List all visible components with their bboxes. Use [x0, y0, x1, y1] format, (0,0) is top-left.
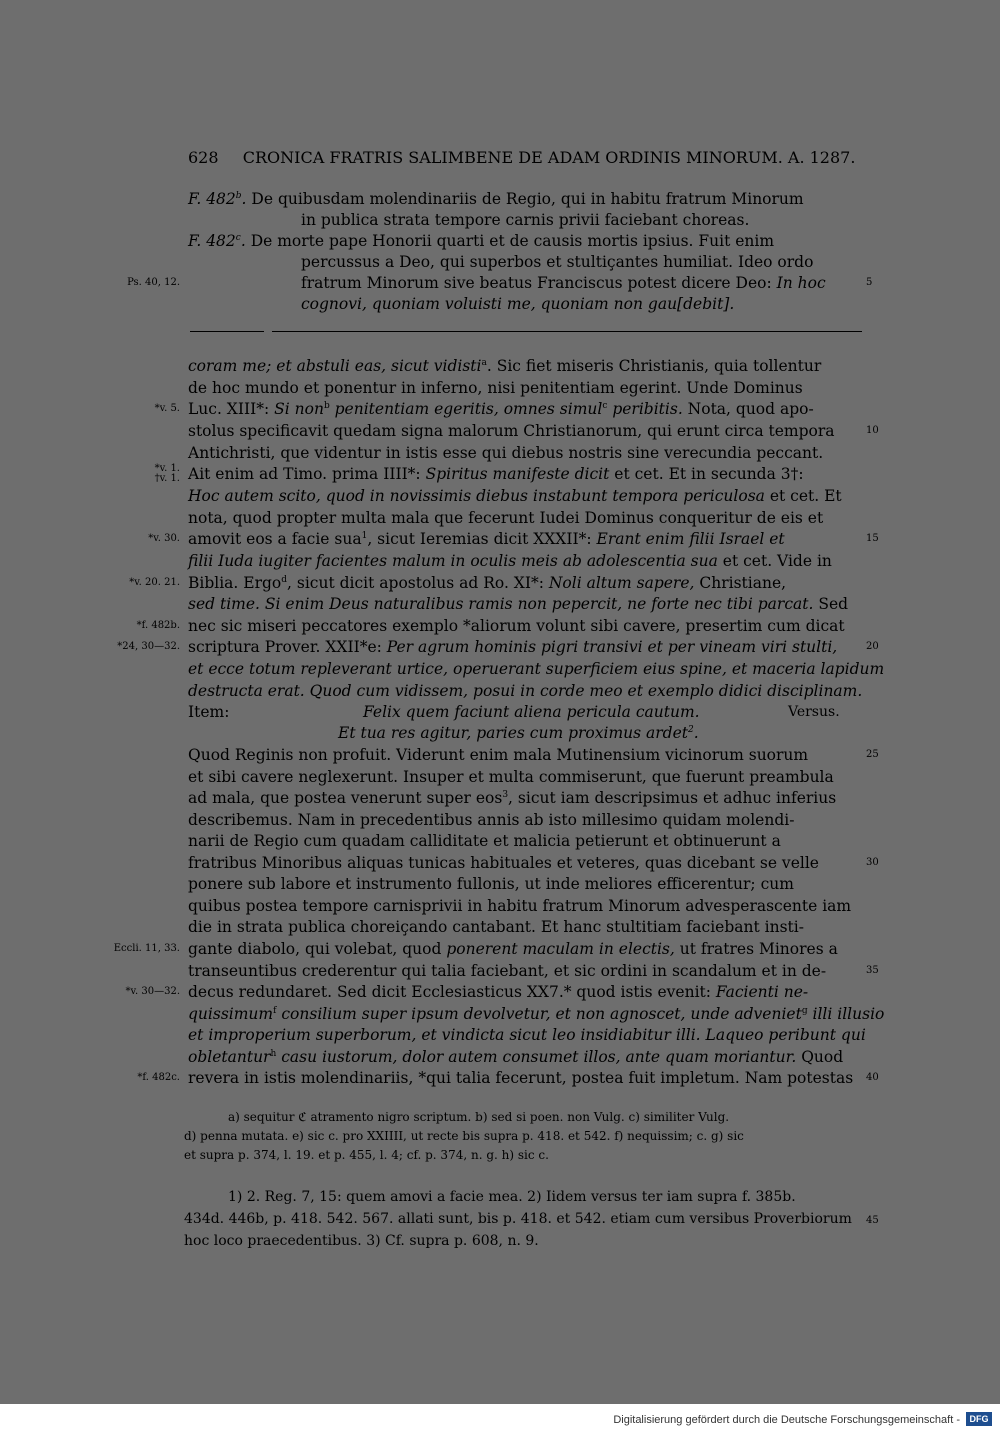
- text-line: Ait enim ad Timo. prima IIII*: Spiritus manifeste dicit et cet. Et in secunda 3†:: [188, 465, 804, 484]
- apparatus-line: a) sequitur ℭ atramento nigro scriptum. b) sed si poen. non Vulg. c) similiter Vulg.: [228, 1110, 730, 1124]
- margin-reference: Ps. 40, 12.: [127, 277, 180, 288]
- line-number: 40: [866, 1072, 879, 1084]
- text-line: nota, quod propter multa mala que fecerunt Iudei Dominus conqueritur de eis et: [188, 508, 824, 527]
- text-line: scriptura Prover. XXII*e: Per agrum hominis pigri transivi et per vineam viri stulti,: [188, 638, 838, 657]
- verse-label: Versus.: [788, 704, 840, 720]
- text-line: fratribus Minoribus aliquas tunicas habituales et veteres, quas dicebant se velle: [188, 853, 819, 872]
- text-line: revera in istis molendinariis, *qui talia fecerunt, postea fuit impletum. Nam potestas: [188, 1069, 854, 1088]
- summary-line: cognovi, quoniam voluisti me, quoniam non gau[debit].: [301, 295, 735, 313]
- summary-line: in publica strata tempore carnis privii faciebant choreas.: [301, 211, 750, 229]
- text-line: et improperium superborum, et vindicta sicut leo insidiabitur illi. Laqueo peribunt qui: [188, 1026, 866, 1045]
- running-title: CRONICA FRATRIS SALIMBENE DE ADAM ORDINIS MINORUM. A. 1287.: [242, 148, 856, 167]
- text-line: ponere sub labore et instrumento fullonis, ut inde meliores efficerentur; cum: [188, 875, 794, 894]
- margin-reference: *24, 30—32.: [117, 641, 180, 653]
- line-number: 15: [866, 533, 879, 545]
- apparatus-line: et supra p. 374, l. 19. et p. 455, l. 4; cf. p. 374, n. g. h) sic c.: [184, 1148, 549, 1162]
- text-line: describemus. Nam in precedentibus annis ab isto millesimo quidam molendi-: [188, 810, 795, 829]
- line-number: 20: [866, 641, 879, 653]
- rule: [272, 331, 862, 332]
- summary-line: percussus a Deo, qui superbos et stultiçantes humiliat. Ideo ordo: [301, 253, 814, 271]
- text-line: Luc. XIII*: Si non$^b$ penitentiam egeritis, omnes simul$^c$ peribitis. Nota, quod apo-: [188, 400, 814, 419]
- margin-reference: *v. 1. †v. 1.: [154, 463, 180, 485]
- margin-reference: *f. 482b.: [136, 619, 180, 631]
- text-line: amovit eos a facie sua$^1$, sicut Ieremias dicit XXXII*: Erant enim filii Israel et: [188, 530, 785, 549]
- text-line: die in strata publica choreiçando cantabant. Et hanc stultitiam faciebant insti-: [188, 918, 804, 937]
- text-line: destructa erat. Quod cum vidissem, posui in corde meo et exemplo didici disciplinam.: [188, 681, 863, 700]
- footnote-line: 434d. 446b, p. 418. 542. 567. allati sunt, bis p. 418. et 542. etiam cum versibus Proverbiorum: [184, 1211, 852, 1227]
- text-line: narii de Regio cum quadam calliditate et malicia petierunt et obtinuerunt a: [188, 832, 781, 851]
- footer-bar: [0, 1404, 1000, 1434]
- apparatus-line: d) penna mutata. e) sic c. pro XXIIII, ut recte bis supra p. 418. et 542. f) nequissim; c. g) sic: [184, 1129, 744, 1143]
- margin-reference: *v. 5.: [154, 403, 180, 415]
- text-line: gante diabolo, qui volebat, quod ponerent maculam in electis, ut fratres Minores a: [188, 939, 838, 958]
- text-line: filii Iuda iugiter facientes malum in oculis meis ab adolescentia sua et cet. Vide in: [188, 551, 832, 570]
- line-number: 5: [866, 277, 873, 288]
- running-header: [188, 148, 860, 169]
- text-line: coram me; et abstuli eas, sicut vidisti$^a$. Sic fiet miseris Christianis, quia tollentur: [188, 357, 822, 375]
- footnote-line: 1) 2. Reg. 7, 15: quem amovi a facie mea. 2) Iidem versus ter iam supra f. 385b.: [228, 1189, 796, 1205]
- text-line: nec sic miseri peccatores exemplo *aliorum volunt sibi cavere, presertim cum dicat: [188, 616, 845, 635]
- verse-line: Felix quem faciunt aliena pericula cautum.: [363, 703, 700, 721]
- footer-text: Digitalisierung gefördert durch die Deutsche Forschungsgemeinschaft -: [613, 1414, 960, 1426]
- margin-reference: Eccli. 11, 33.: [113, 942, 180, 954]
- folio-ref: F. 482$^c$.: [188, 232, 246, 250]
- margin-reference: *v. 20. 21.: [129, 576, 180, 588]
- line-number: 45: [866, 1215, 879, 1226]
- verse-line: Et tua res agitur, paries cum proximus ardet$^2$.: [338, 724, 699, 742]
- verse-item: Item:: [188, 703, 230, 721]
- text-line: Biblia. Ergo$^d$, sicut dicit apostolus ad Ro. XI*: Noli altum sapere, Christiane,: [188, 573, 787, 592]
- margin-reference: *v. 30—32.: [125, 986, 180, 998]
- margin-reference: *f. 482c.: [137, 1072, 180, 1084]
- text-line: transeuntibus crederentur qui talia faciebant, et sic ordini in scandalum et in de-: [188, 961, 827, 980]
- text-line: de hoc mundo et ponentur in inferno, nisi penitentiam egerint. Unde Dominus: [188, 378, 803, 397]
- text-line: decus redundaret. Sed dicit Ecclesiasticus XX7.* quod istis evenit: Facienti ne-: [188, 983, 809, 1002]
- folio-ref: F. 482$^b$.: [188, 190, 247, 208]
- text-line: stolus specificavit quedam signa malorum Christianorum, qui erunt circa tempora: [188, 421, 835, 440]
- line-number: 25: [866, 749, 879, 760]
- rule: [190, 331, 264, 332]
- text-line: et ecce totum repleverant urtice, operuerant superficiem eius spine, et maceria lapidum: [188, 660, 885, 679]
- text-line: sed time. Si enim Deus naturalibus ramis non pepercit, ne forte nec tibi parcat. Sed: [188, 595, 849, 614]
- line-number: 30: [866, 856, 879, 868]
- page-number: 628: [188, 148, 219, 167]
- line-number: 10: [866, 424, 879, 436]
- summary-line: fratrum Minorum sive beatus Franciscus potest dicere Deo: In hoc: [301, 274, 826, 292]
- text-line: quibus postea tempore carnisprivii in habitu fratrum Minorum advesperascente iam: [188, 896, 852, 915]
- text-line: ad mala, que postea venerunt super eos$^3$, sicut iam descripsimus et adhuc inferius: [188, 789, 837, 808]
- summary-line: F. 482$^c$. De morte pape Honorii quarti et de causis mortis ipsius. Fuit enim: [188, 232, 775, 250]
- text-line: et sibi cavere neglexerunt. Insuper et multa commiserunt, que fuerunt preambula: [188, 767, 834, 786]
- summary-line: F. 482$^b$. De quibusdam molendinariis de Regio, qui in habitu fratrum Minorum: [188, 190, 804, 208]
- text-line: Antichristi, que videntur in istis esse qui diebus nostris sine verecundia peccant.: [188, 443, 824, 462]
- text-line: quissimum$^f$ consilium super ipsum devolvetur, et non agnoscet, unde adveniet$^g$ illi illusio: [188, 1004, 885, 1023]
- margin-reference: *v. 30.: [148, 533, 180, 545]
- footnote-line: hoc loco praecedentibus. 3) Cf. supra p. 608, n. 9.: [184, 1233, 539, 1249]
- text-line: Hoc autem scito, quod in novissimis diebus instabunt tempora periculosa et cet. Et: [188, 486, 842, 505]
- dfg-logo: DFG: [966, 1412, 992, 1426]
- text-line: Quod Reginis non profuit. Viderunt enim mala Mutinensium vicinorum suorum: [188, 746, 809, 764]
- line-number: 35: [866, 964, 879, 976]
- text-line: obletantur$^h$ casu iustorum, dolor autem consumet illos, ante quam moriantur. Quod: [188, 1047, 844, 1066]
